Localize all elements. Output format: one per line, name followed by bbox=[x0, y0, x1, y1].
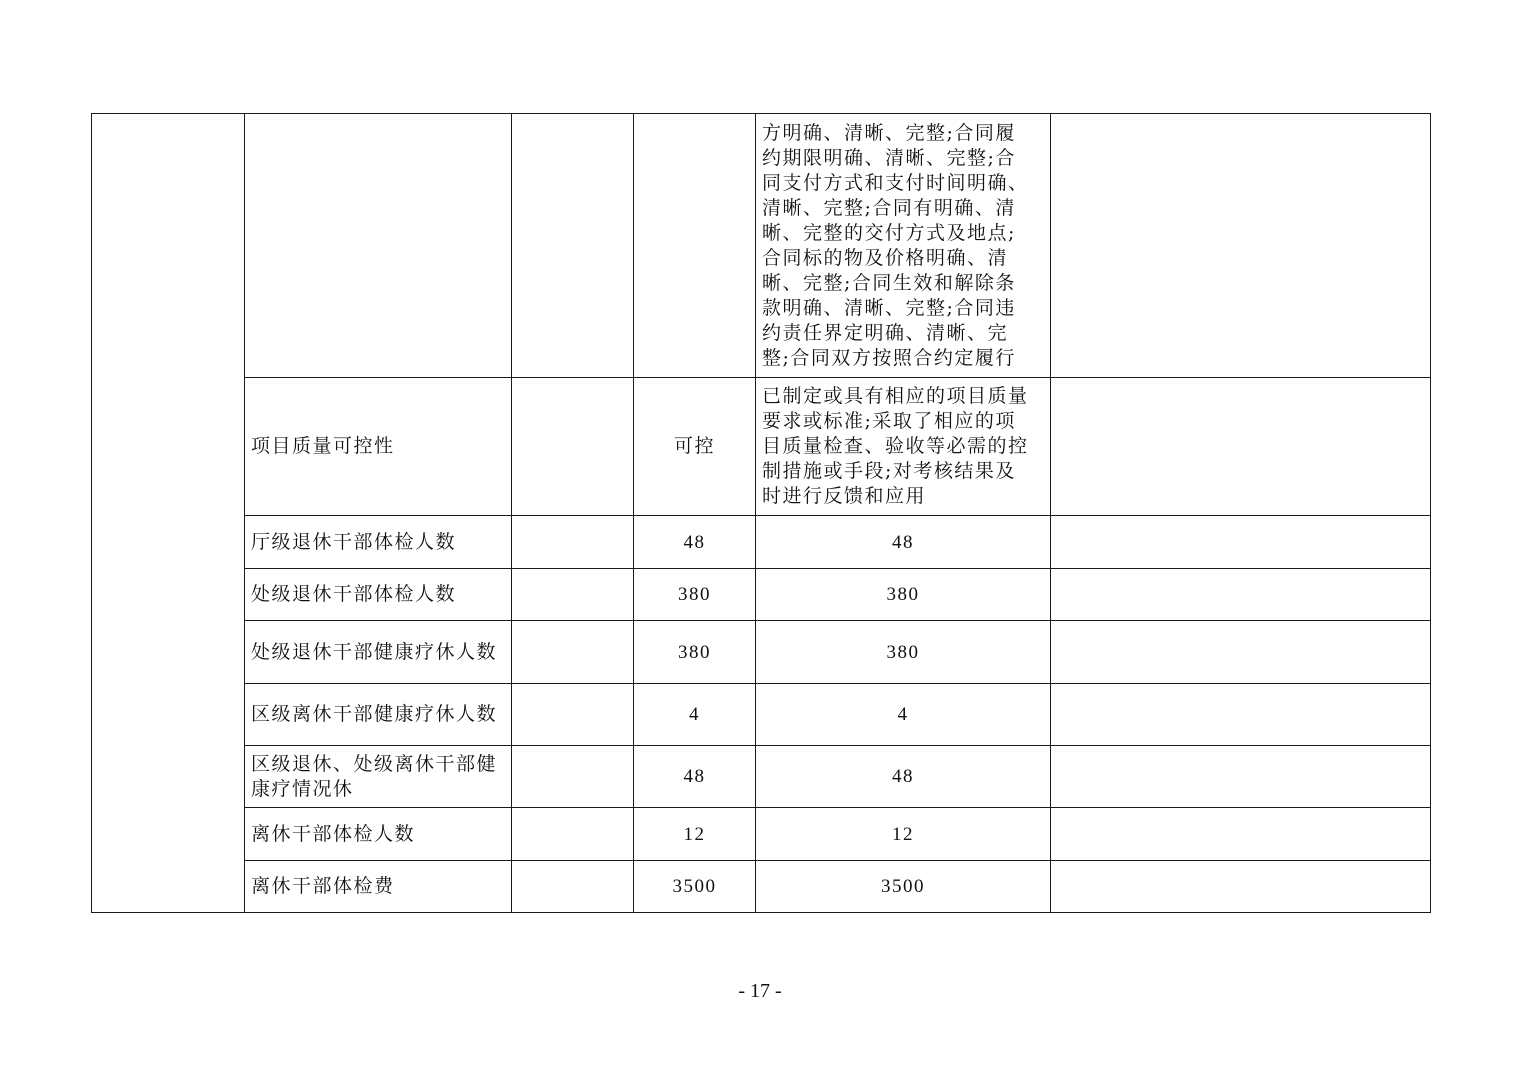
target-cell: 可控 bbox=[634, 378, 756, 516]
blank-cell bbox=[512, 569, 634, 621]
criteria-line: 已制定或具有相应的项目质量 bbox=[762, 385, 1029, 407]
target-cell: 3500 bbox=[634, 861, 756, 913]
indicator-cell bbox=[245, 114, 512, 378]
table-row bbox=[92, 569, 1431, 621]
remarks-cell bbox=[1051, 114, 1431, 378]
remarks-cell bbox=[1051, 569, 1431, 621]
actual-cell: 3500 bbox=[756, 861, 1051, 913]
remarks-cell bbox=[1051, 746, 1431, 808]
target-cell: 380 bbox=[634, 621, 756, 684]
indicator-cell: 区级退休、处级离休干部健康疗情况休 bbox=[245, 746, 512, 808]
blank-cell bbox=[512, 114, 634, 378]
table-row bbox=[92, 808, 1431, 861]
page-number: - 17 - bbox=[738, 980, 782, 1002]
performance-indicator-table bbox=[91, 113, 1431, 913]
indicator-cell: 离休干部体检费 bbox=[245, 861, 512, 913]
target-cell: 380 bbox=[634, 569, 756, 621]
criteria-line: 制措施或手段;对考核结果及 bbox=[762, 460, 1016, 482]
actual-cell: 380 bbox=[756, 621, 1051, 684]
criteria-line: 晰、完整;合同生效和解除条 bbox=[762, 271, 1016, 294]
actual-cell: 48 bbox=[756, 746, 1051, 808]
table-row bbox=[92, 516, 1431, 569]
target-cell: 12 bbox=[634, 808, 756, 861]
remarks-cell bbox=[1051, 516, 1431, 569]
indicator-cell: 处级退休干部体检人数 bbox=[245, 569, 512, 621]
table-row-contract-criteria bbox=[92, 114, 1431, 378]
criteria-line: 约责任界定明确、清晰、完 bbox=[762, 321, 1009, 344]
actual-cell: 380 bbox=[756, 569, 1051, 621]
remarks-cell bbox=[1051, 808, 1431, 861]
remarks-cell bbox=[1051, 861, 1431, 913]
table-row bbox=[92, 621, 1431, 684]
table-row bbox=[92, 861, 1431, 913]
actual-cell: 12 bbox=[756, 808, 1051, 861]
criteria-line: 整;合同双方按照合约定履行 bbox=[762, 346, 1016, 369]
criteria-cell bbox=[756, 378, 1051, 516]
blank-cell bbox=[512, 378, 634, 516]
indicator-cell: 离休干部体检人数 bbox=[245, 808, 512, 861]
blank-cell bbox=[512, 746, 634, 808]
table-row bbox=[92, 684, 1431, 746]
blank-cell bbox=[512, 516, 634, 569]
category-cell bbox=[92, 114, 245, 913]
blank-cell bbox=[512, 684, 634, 746]
criteria-line: 要求或标准;采取了相应的项 bbox=[762, 410, 1016, 432]
criteria-line: 同支付方式和支付时间明确、 bbox=[762, 171, 1029, 194]
criteria-line: 方明确、清晰、完整;合同履 bbox=[762, 121, 1016, 144]
blank-cell bbox=[512, 861, 634, 913]
criteria-line: 合同标的物及价格明确、清 bbox=[762, 246, 1009, 269]
indicator-cell: 区级离休干部健康疗休人数 bbox=[245, 684, 512, 746]
table-row-quality bbox=[92, 378, 1431, 516]
criteria-line: 目质量检查、验收等必需的控 bbox=[762, 435, 1029, 457]
target-cell: 48 bbox=[634, 516, 756, 569]
remarks-cell bbox=[1051, 684, 1431, 746]
criteria-line: 时进行反馈和应用 bbox=[762, 485, 927, 507]
target-cell: 48 bbox=[634, 746, 756, 808]
remarks-cell bbox=[1051, 378, 1431, 516]
criteria-line: 款明确、清晰、完整;合同违 bbox=[762, 296, 1016, 319]
indicator-cell: 项目质量可控性 bbox=[245, 378, 512, 516]
criteria-line: 约期限明确、清晰、完整;合 bbox=[762, 146, 1016, 169]
criteria-line: 晰、完整的交付方式及地点; bbox=[762, 221, 1016, 244]
blank-cell bbox=[512, 808, 634, 861]
criteria-line: 清晰、完整;合同有明确、清 bbox=[762, 196, 1016, 219]
target-cell bbox=[634, 114, 756, 378]
remarks-cell bbox=[1051, 621, 1431, 684]
indicator-cell: 处级退休干部健康疗休人数 bbox=[245, 621, 512, 684]
blank-cell bbox=[512, 621, 634, 684]
target-cell: 4 bbox=[634, 684, 756, 746]
indicator-cell: 厅级退休干部体检人数 bbox=[245, 516, 512, 569]
actual-cell: 4 bbox=[756, 684, 1051, 746]
actual-cell: 48 bbox=[756, 516, 1051, 569]
criteria-cell bbox=[756, 114, 1051, 378]
table-row bbox=[92, 746, 1431, 808]
